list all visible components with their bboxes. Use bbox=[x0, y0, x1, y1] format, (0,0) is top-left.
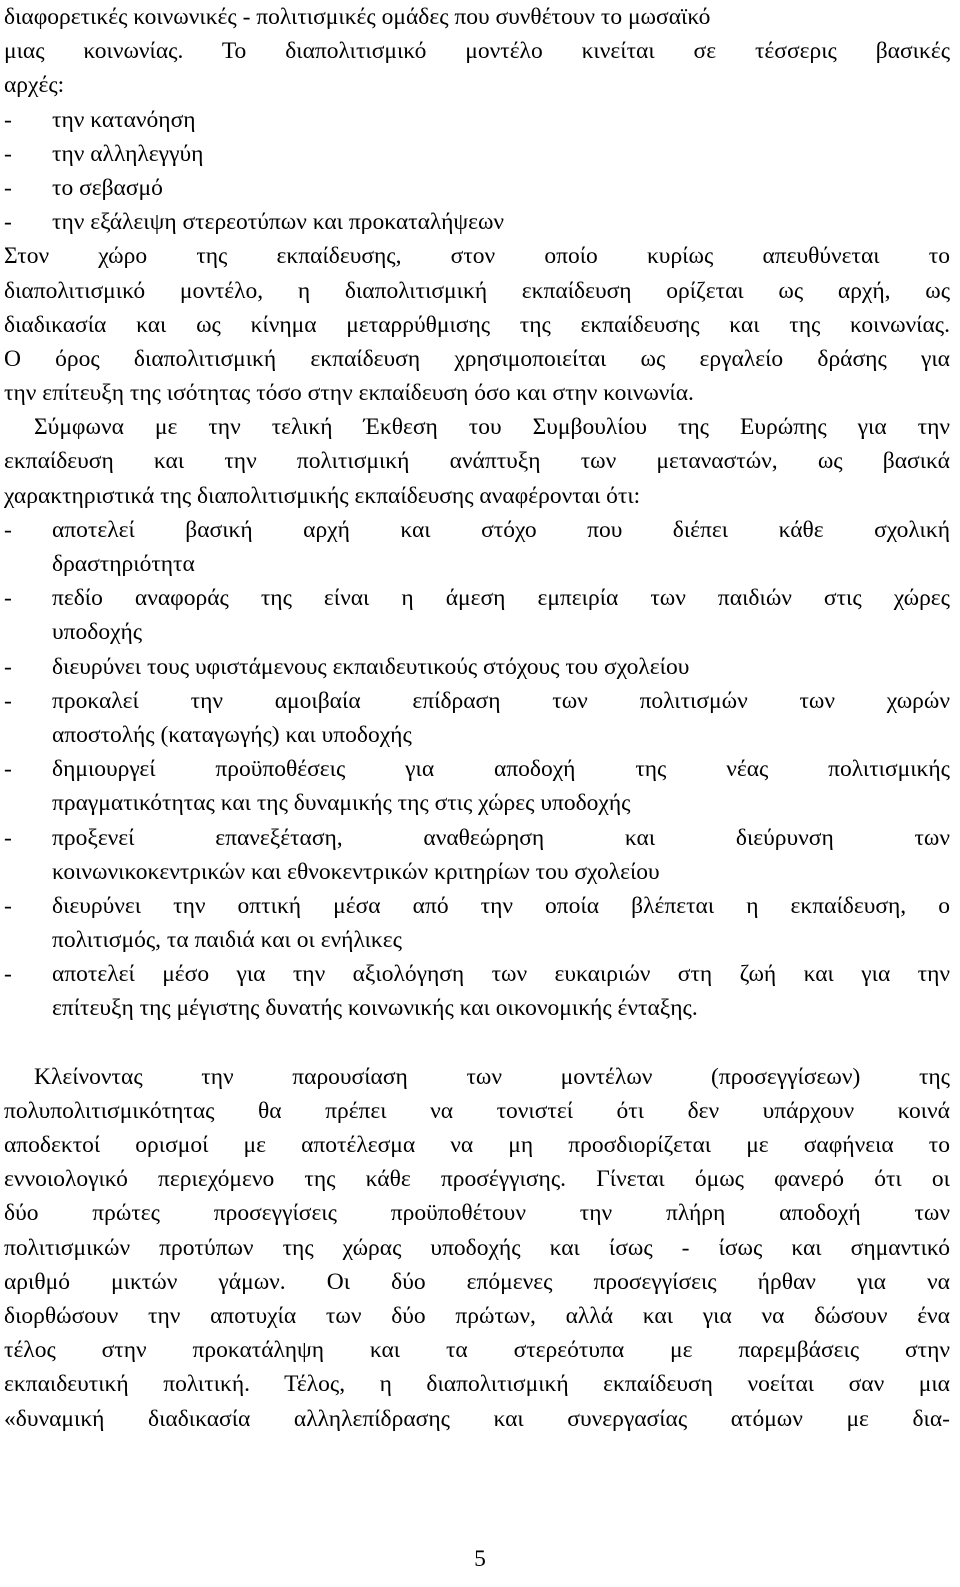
text-line: πολιτισμικών προτύπων της χώρας υποδοχής και ίσως - ίσως και σημαντικό bbox=[4, 1234, 950, 1261]
list-item-continuation: κοινωνικοκεντρικών και εθνοκεντρικών κριτηρίων του σχολείου bbox=[52, 858, 660, 885]
text-line: διαφορετικές κοινωνικές - πολιτισμικές ομάδες που συνθέτουν το μωσαϊκό bbox=[4, 4, 711, 30]
text-line: διαδικασία και ως κίνημα μεταρρύθμισης της εκπαίδευσης και της κοινωνίας. bbox=[4, 311, 950, 338]
text-line: εννοιολογικό περιεχόμενο της κάθε προσέγγισης. Γίνεται όμως φανερό ότι οι bbox=[4, 1166, 950, 1193]
list-item bbox=[4, 205, 950, 239]
list-item bbox=[4, 137, 950, 171]
page-number: 5 bbox=[474, 1546, 486, 1572]
text-line: Κλείνοντας την παρουσίαση των μοντέλων (προσεγγίσεων) της bbox=[34, 1063, 950, 1090]
list-item-text: την αλληλεγγύη bbox=[52, 140, 204, 167]
text-line: Ο όρος διαπολιτισμική εκπαίδευση χρησιμοποιείται ως εργαλείο δράσης για bbox=[4, 345, 950, 372]
text-line: αριθμό μικτών γάμων. Οι δύο επόμενες προσεγγίσεις ήρθαν για να bbox=[4, 1268, 950, 1295]
list-item-continuation: πολιτισμός, τα παιδιά και οι ενήλικες bbox=[52, 927, 402, 954]
closing-paragraph bbox=[4, 1060, 950, 1436]
text-line: Σύμφωνα με την τελική Έκθεση του Συμβουλίου της Ευρώπης για την bbox=[34, 414, 950, 441]
list-item bbox=[4, 650, 950, 684]
list-item-continuation: αποστολής (καταγωγής) και υποδοχής bbox=[52, 721, 412, 748]
list-dash: - bbox=[4, 516, 12, 543]
list-dash: - bbox=[4, 824, 12, 851]
list-item-text: προκαλεί την αμοιβαία επίδραση των πολιτισμών των χωρών bbox=[52, 687, 950, 714]
text-line: «δυναμική διαδικασία αλληλεπίδρασης και συνεργασίας ατόμων με δια- bbox=[4, 1405, 950, 1432]
text-line: διαπολιτισμικό μοντέλο, η διαπολιτισμική εκπαίδευση ορίζεται ως αρχή, ως bbox=[4, 277, 950, 304]
list-dash: - bbox=[4, 653, 12, 680]
list-item bbox=[4, 581, 950, 615]
text-line: δύο πρώτες προσεγγίσεις προϋποθέτουν την πλήρη αποδοχή των bbox=[4, 1200, 950, 1227]
text-line: τέλος στην προκατάληψη και τα στερεότυπα με παρεμβάσεις στην bbox=[4, 1337, 950, 1364]
list-item bbox=[4, 752, 950, 786]
list-item bbox=[4, 957, 950, 991]
list-dash: - bbox=[4, 687, 12, 714]
list-item bbox=[4, 684, 950, 718]
paragraph-gap bbox=[4, 1026, 950, 1060]
text-line: πολυπολιτισμικότητας θα πρέπει να τονιστεί ότι δεν υπάρχουν κοινά bbox=[4, 1097, 950, 1124]
list-dash: - bbox=[4, 174, 12, 201]
list-item-text: την εξάλειψη στερεοτύπων και προκαταλήψεων bbox=[52, 209, 505, 236]
text-line: χαρακτηριστικά της διαπολιτισμικής εκπαίδευσης αναφέρονται ότι: bbox=[4, 482, 641, 509]
list-dash: - bbox=[4, 140, 12, 167]
list-item-text: διευρύνει την οπτική μέσα από την οποία βλέπεται η εκπαίδευση, ο bbox=[52, 892, 950, 919]
list-item-text: πεδίο αναφοράς της είναι η άμεση εμπειρία των παιδιών στις χώρες bbox=[52, 585, 950, 612]
list-item-text: το σεβασμό bbox=[52, 174, 163, 201]
intro-paragraph bbox=[4, 0, 950, 103]
characteristics-list bbox=[4, 513, 950, 1026]
list-dash: - bbox=[4, 756, 12, 783]
list-item-text: αποτελεί μέσο για την αξιολόγηση των ευκαιριών στη ζωή και για την bbox=[52, 961, 950, 988]
list-item-continuation: υποδοχής bbox=[52, 619, 143, 646]
list-item bbox=[4, 103, 950, 137]
text-line: μιας κοινωνίας. Το διαπολιτισμικό μοντέλο κινείται σε τέσσερις βασικές bbox=[4, 38, 950, 65]
text-line: εκπαίδευση και την πολιτισμική ανάπτυξη των μεταναστών, ως βασικά bbox=[4, 448, 950, 475]
list-item-text: διευρύνει τους υφιστάμενους εκπαιδευτικούς στόχους του σχολείου bbox=[52, 653, 690, 680]
list-item-text: προξενεί επανεξέταση, αναθεώρηση και διεύρυνση των bbox=[52, 824, 950, 851]
text-line: διορθώσουν την αποτυχία των δύο πρώτων, αλλά και για να δώσουν ένα bbox=[4, 1302, 950, 1329]
text-line: Στον χώρο της εκπαίδευσης, στον οποίο κυρίως απευθύνεται το bbox=[4, 243, 950, 270]
list-item-text: αποτελεί βασική αρχή και στόχο που διέπει κάθε σχολική bbox=[52, 516, 950, 543]
list-item bbox=[4, 513, 950, 547]
list-item-continuation: πραγματικότητας και της δυναμικής της στις χώρες υποδοχής bbox=[52, 790, 631, 817]
list-item-text: την κατανόηση bbox=[52, 106, 196, 133]
list-dash: - bbox=[4, 209, 12, 236]
list-dash: - bbox=[4, 585, 12, 612]
text-line: την επίτευξη της ισότητας τόσο στην εκπαίδευση όσο και στην κοινωνία. bbox=[4, 380, 694, 407]
list-item-continuation: δραστηριότητα bbox=[52, 551, 195, 577]
list-dash: - bbox=[4, 961, 12, 988]
list-dash: - bbox=[4, 892, 12, 919]
text-line: αποδεκτοί ορισμοί με αποτέλεσμα να μη προσδιορίζεται με σαφήνεια το bbox=[4, 1132, 950, 1158]
list-item bbox=[4, 171, 950, 205]
list-item-continuation: επίτευξη της μέγιστης δυνατής κοινωνικής και οικονομικής ένταξης. bbox=[52, 995, 698, 1022]
list-dash: - bbox=[4, 106, 12, 133]
list-item bbox=[4, 889, 950, 923]
text-line: αρχές: bbox=[4, 72, 65, 99]
education-paragraph bbox=[4, 239, 950, 410]
document-page bbox=[4, 0, 950, 1436]
principles-list bbox=[4, 103, 950, 240]
list-item bbox=[4, 821, 950, 855]
text-line: εκπαιδευτική πολιτική. Τέλος, η διαπολιτισμική εκπαίδευση νοείται σαν μια bbox=[4, 1371, 950, 1398]
list-item-text: δημιουργεί προϋποθέσεις για αποδοχή της νέας πολιτισμικής bbox=[52, 756, 950, 783]
report-paragraph bbox=[4, 410, 950, 513]
